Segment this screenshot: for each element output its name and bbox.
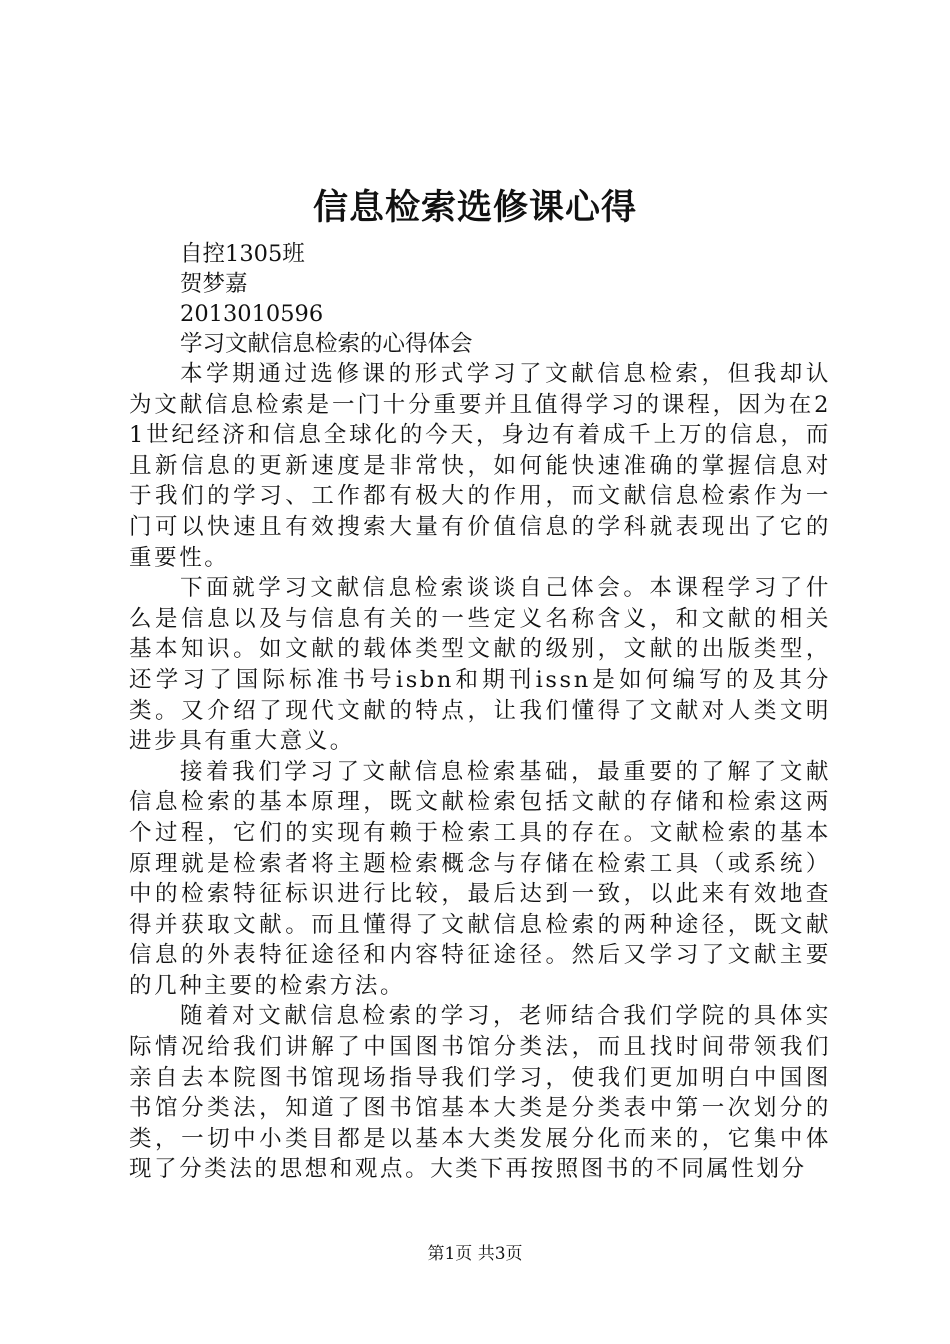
author-name: 贺梦嘉 [180, 271, 248, 297]
class-name: 自控1305班 [180, 241, 305, 267]
document-title: 信息检索选修课心得 [312, 187, 637, 228]
page-footer: 第1页 共3页 [427, 1244, 523, 1264]
paragraph-2: 下面就学习文献信息检索谈谈自己体会。本课程学习了什么是信息以及与信息有关的一些定义名称含义，和文献的相关基本知识。如文献的载体类型文献的级别，文献的出版类型，还学习了国际标准书号isbn和期刊issn是如何编写的及其分类。又介绍了现代文献的特点，让我们懂得了文献对人类文明进步具有重大意义。 [129, 575, 831, 755]
paragraph-1: 本学期通过选修课的形式学习了文献信息检索，但我却认为文献信息检索是一门十分重要并且值得学习的课程，因为在21世纪经济和信息全球化的今天，身边有着成千上万的信息，而且新信息的更新速度是非常快，如何能快速准确的掌握信息对于我们的学习、工作都有极大的作用，而文献信息检索作为一门可以快速且有效搜索大量有价值信息的学科就表现出了它的重要性。 [129, 361, 831, 571]
paragraph-3: 接着我们学习了文献信息检索基础，最重要的了解了文献信息检索的基本原理，既文献检索包括文献的存储和检索这两个过程，它们的实现有赖于检索工具的存在。文献检索的基本原理就是检索者将主题检索概念与存储在检索工具（或系统）中的检索特征标识进行比较，最后达到一致，以此来有效地查得并获取文献。而且懂得了文献信息检索的两种途径，既文献信息的外表特征途径和内容特征途径。然后又学习了文献主要的几种主要的检索方法。 [129, 758, 831, 999]
document-body [129, 359, 831, 1185]
paragraph-4: 随着对文献信息检索的学习，老师结合我们学院的具体实际情况给我们讲解了中国图书馆分类法，而且找时间带领我们亲自去本院图书馆现场指导我们学习，使我们更加明白中国图书馆分类法，知道了图书馆基本大类是分类表中第一次划分的类，一切中小类目都是以基本大类发展分化而来的，它集中体现了分类法的思想和观点。大类下再按照图书的不同属性划分 [129, 1003, 831, 1183]
document-subtitle: 学习文献信息检索的心得体会 [180, 331, 473, 357]
student-id: 2013010596 [180, 301, 324, 327]
